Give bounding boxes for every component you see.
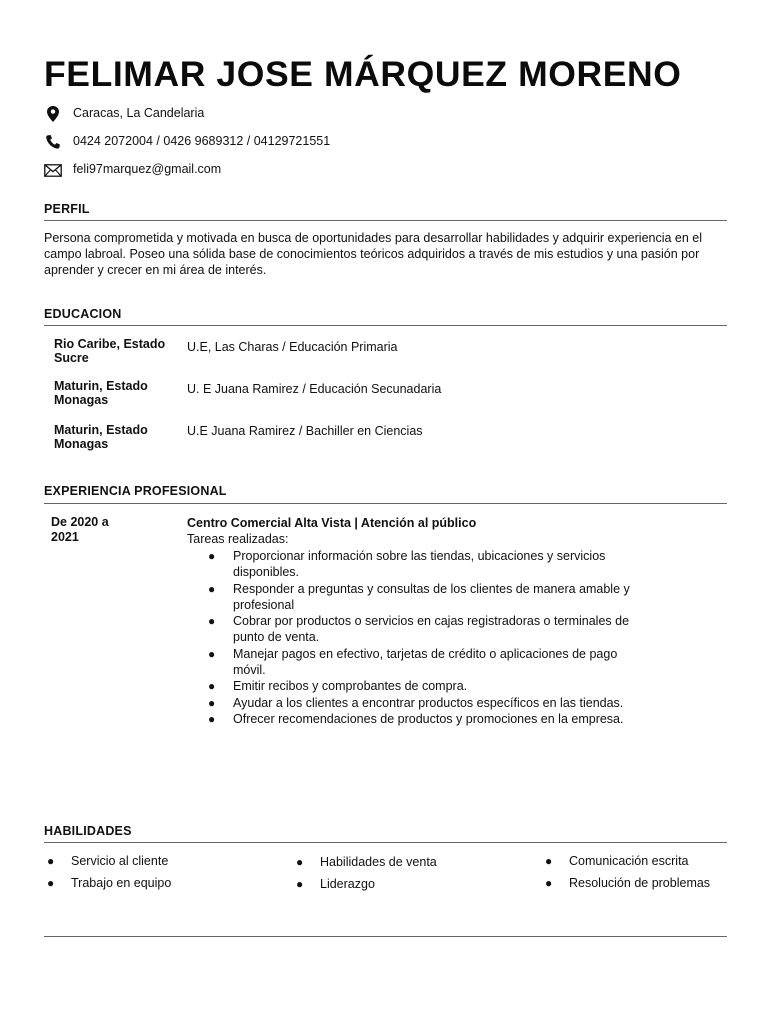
bullet-icon: ● [208, 581, 216, 596]
task-item [187, 646, 633, 679]
bullet-icon: ● [208, 711, 216, 726]
experience-subheading: Tareas realizadas: [187, 532, 289, 546]
task-item [187, 581, 633, 614]
task-text: Ayudar a los clientes a encontrar productos específicos en las tiendas. [233, 695, 624, 710]
education-location: Maturin, Estado Monagas [54, 423, 148, 451]
education-detail: U.E Juana Ramirez / Bachiller en Ciencias [187, 424, 423, 438]
task-text: Ofrecer recomendaciones de productos y promociones en la empresa. [233, 711, 624, 726]
task-item [187, 548, 633, 581]
bullet-icon: ● [545, 854, 553, 868]
bullet-icon: ● [296, 855, 304, 869]
bullet-icon: ● [47, 854, 55, 868]
education-detail: U. E Juana Ramirez / Educación Secunadaria [187, 382, 442, 396]
envelope-icon [44, 161, 62, 179]
section-title-educacion: EDUCACION [44, 307, 122, 321]
contact-phones [44, 133, 331, 151]
experience-dates: De 2020 a 2021 [51, 515, 109, 544]
footer-divider [44, 936, 727, 937]
skill-text: Resolución de problemas [569, 876, 711, 890]
bullet-icon: ● [545, 876, 553, 890]
perfil-text: Persona comprometida y motivada en busca de oportunidades para desarrollar habilidades y adquirir experiencia en el campo labroal. Poseo una sólida base de conocimientos teóricos adquiridos a través de mis estudios y una pasión por aprender y crecer en mi área de interés. [44, 231, 703, 277]
education-location: Maturin, Estado Monagas [54, 379, 148, 407]
bullet-icon: ● [47, 876, 55, 890]
task-text: Emitir recibos y comprobantes de compra. [233, 679, 468, 694]
education-detail: U.E, Las Charas / Educación Primaria [187, 340, 398, 354]
task-text: Manejar pagos en efectivo, tarjetas de crédito o aplicaciones de pago móvil. [233, 646, 618, 678]
education-location: Rio Caribe, Estado Sucre [54, 337, 166, 365]
task-text: Cobrar por productos o servicios en cajas registradoras o terminales de punto de venta. [233, 614, 630, 645]
skill-text: Servicio al cliente [71, 854, 169, 868]
phone-icon [44, 133, 62, 151]
task-text: Proporcionar información sobre las tiendas, ubicaciones y servicios disponibles. [233, 549, 606, 580]
candidate-name: FELIMAR JOSE MÁRQUEZ MORENO [44, 54, 682, 94]
section-title-experiencia: EXPERIENCIA PROFESIONAL [44, 484, 227, 498]
bullet-icon: ● [208, 695, 216, 710]
address-text: Caracas, La Candelaria [73, 106, 205, 120]
divider [44, 842, 727, 843]
skill-text: Trabajo en equipo [71, 876, 172, 890]
section-title-habilidades: HABILIDADES [44, 824, 132, 838]
bullet-icon: ● [296, 877, 304, 891]
task-item [187, 678, 633, 694]
task-item [187, 613, 633, 646]
contact-email [44, 161, 222, 179]
bullet-icon: ● [208, 646, 216, 661]
contact-address [44, 105, 205, 123]
experience-heading: Centro Comercial Alta Vista | Atención al público [187, 516, 477, 530]
email-text: feli97marquez@gmail.com [73, 162, 222, 176]
task-item [187, 711, 633, 727]
skill-text: Comunicación escrita [569, 854, 689, 868]
phones-text: 0424 2072004 / 0426 9689312 / 04129721551 [73, 134, 331, 148]
skill-text: Habilidades de venta [320, 855, 437, 869]
task-list [187, 548, 647, 727]
section-title-perfil: PERFIL [44, 202, 90, 216]
task-text: Responder a preguntas y consultas de los clientes de manera amable y profesional [233, 581, 630, 612]
bullet-icon: ● [208, 679, 216, 694]
divider [44, 220, 727, 221]
divider [44, 503, 727, 504]
task-item [187, 695, 633, 711]
location-pin-icon [44, 105, 62, 123]
skill-text: Liderazgo [320, 877, 375, 891]
bullet-icon: ● [208, 614, 216, 629]
bullet-icon: ● [208, 549, 216, 563]
divider [44, 325, 727, 326]
